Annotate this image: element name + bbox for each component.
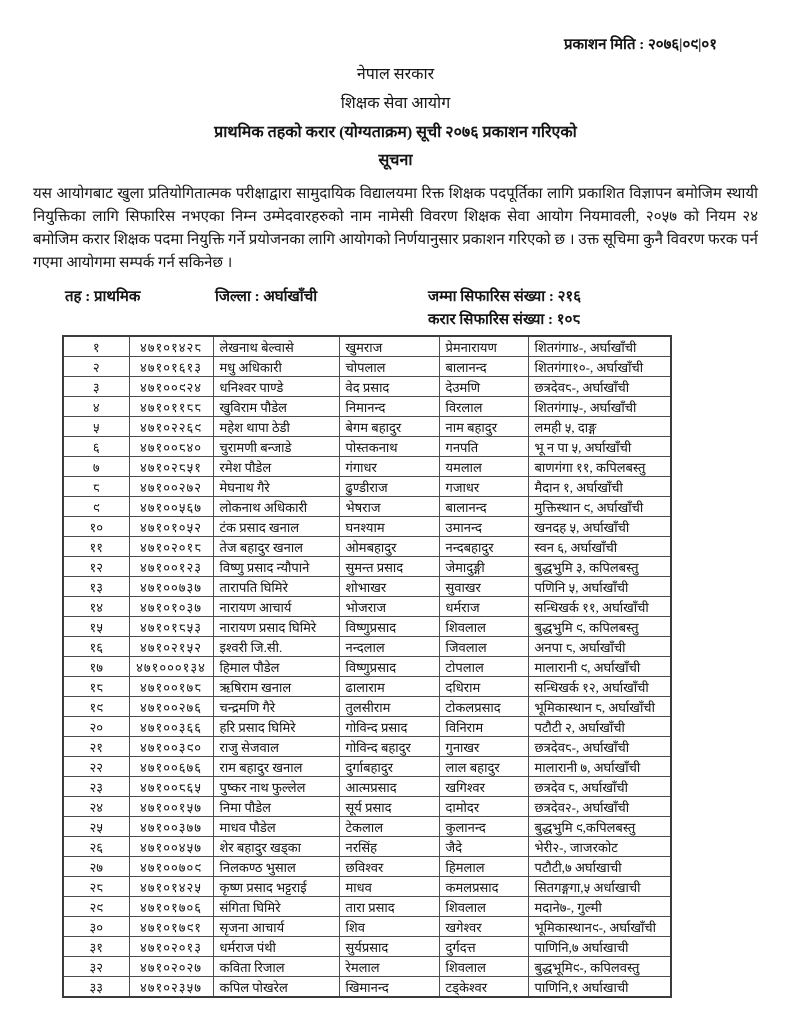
registration-number-cell: ४७१००१७८ — [129, 677, 213, 697]
registration-number-cell: ४७१०१४२८ — [129, 336, 213, 357]
father-name-cell: आत्मप्रसाद — [339, 777, 439, 797]
serial-cell: २६ — [63, 837, 129, 857]
address-cell: भू न पा ५, अर्घाखाँची — [528, 437, 671, 457]
notice-title: प्राथमिक तहको करार (योग्यताक्रम) सूची २०७६ प्रकाशन गरिएको — [214, 124, 577, 141]
grandfather-name-cell: दधिराम — [439, 677, 528, 697]
grandfather-name-cell: यमलाल — [439, 457, 528, 477]
father-name-cell: छविश्वर — [339, 857, 439, 877]
serial-cell: ४ — [63, 397, 129, 417]
grandfather-name-cell: धर्मराज — [439, 597, 528, 617]
registration-number-cell: ४७१००२७६ — [129, 697, 213, 717]
table-row — [63, 677, 671, 697]
table-row — [63, 777, 671, 797]
address-cell: मुक्तिस्थान ९, अर्घाखाँची — [528, 497, 671, 517]
registration-number-cell: ४७१०१७०६ — [129, 897, 213, 917]
serial-cell: ९ — [63, 497, 129, 517]
table-row — [63, 557, 671, 577]
father-name-cell: शिव — [339, 917, 439, 937]
serial-cell: ११ — [63, 537, 129, 557]
name-cell: मधु अधिकारी — [213, 357, 339, 377]
table-row — [63, 937, 671, 957]
address-cell: मालारानी ७, अर्घाखाँची — [528, 757, 671, 777]
address-cell: मैदान १, अर्घाखाँची — [528, 477, 671, 497]
name-cell: हरि प्रसाद घिमिरे — [213, 717, 339, 737]
table-row — [63, 517, 671, 537]
registration-number-cell: ४७१००३९० — [129, 737, 213, 757]
government-name: नेपाल सरकार — [356, 66, 435, 83]
registration-number-cell: ४७१०२१५२ — [129, 637, 213, 657]
serial-cell: १६ — [63, 637, 129, 657]
father-name-cell: खिमानन्द — [339, 977, 439, 998]
address-cell: पाणिनि,१ अर्घाखाची — [528, 977, 671, 998]
address-cell: सन्धिखर्क ११, अर्घाखाँची — [528, 597, 671, 617]
father-name-cell: तारा प्रसाद — [339, 897, 439, 917]
father-name-cell: रेमलाल — [339, 957, 439, 977]
grandfather-name-cell: शिवलाल — [439, 897, 528, 917]
table-row — [63, 657, 671, 677]
grandfather-name-cell: सुवाखर — [439, 577, 528, 597]
publish-date: प्रकाशन मिति : २०७६|०९|०१ — [563, 37, 717, 53]
name-cell: माधव पौडेल — [213, 817, 339, 837]
total-recommended-count: जम्मा सिफारिस संख्या : २१६ — [428, 289, 582, 305]
address-cell: अनपा ८, अर्घाखाँची — [528, 637, 671, 657]
serial-cell: ३१ — [63, 937, 129, 957]
address-cell: शितगंगा१०-, अर्घाखाँची — [528, 357, 671, 377]
table-row — [63, 917, 671, 937]
registration-number-cell: ४७१००४५७ — [129, 837, 213, 857]
serial-cell: २९ — [63, 897, 129, 917]
table-row — [63, 957, 671, 977]
name-cell: लेखनाथ बेल्वासे — [213, 336, 339, 357]
registration-number-cell: ४७१०२३५७ — [129, 977, 213, 998]
address-cell: पटौटी,७ अर्घाखाची — [528, 857, 671, 877]
candidate-roster-table — [62, 335, 672, 998]
registration-number-cell: ४७१०१०५२ — [129, 517, 213, 537]
serial-cell: ५ — [63, 417, 129, 437]
address-cell: शितगंगा४-, अर्घाखाँची — [528, 336, 671, 357]
father-name-cell: चोपलाल — [339, 357, 439, 377]
address-cell: शितगंगा५-, अर्घाखाँची — [528, 397, 671, 417]
grandfather-name-cell: गुनाखर — [439, 737, 528, 757]
grandfather-name-cell: खगेश्वर — [439, 917, 528, 937]
father-name-cell: निमानन्द — [339, 397, 439, 417]
contract-recommended-count: करार सिफारिस संख्या : १०८ — [428, 312, 581, 328]
grandfather-name-cell: टोकलप्रसाद — [439, 697, 528, 717]
name-cell: निलकण्ठ भुसाल — [213, 857, 339, 877]
name-cell: चन्द्रमणि गैरे — [213, 697, 339, 717]
table-row — [63, 857, 671, 877]
address-cell: भेरी२-, जाजरकोट — [528, 837, 671, 857]
name-cell: हिमाल पौडेल — [213, 657, 339, 677]
father-name-cell: ढालाराम — [339, 677, 439, 697]
father-name-cell: माधव — [339, 877, 439, 897]
registration-number-cell: ४७१००८४० — [129, 437, 213, 457]
name-cell: सृजना आचार्य — [213, 917, 339, 937]
grandfather-name-cell: प्रेमनारायण — [439, 336, 528, 357]
registration-number-cell: ४७१०२०१८ — [129, 537, 213, 557]
address-cell: पणिनि ५, अर्घाखाँची — [528, 577, 671, 597]
registration-number-cell: ४७१०२८५१ — [129, 457, 213, 477]
table-row — [63, 837, 671, 857]
address-cell: बुद्धभुमि ९, कपिलबस्तु — [528, 617, 671, 637]
serial-cell: १४ — [63, 597, 129, 617]
registration-number-cell: ४७१००३७७ — [129, 817, 213, 837]
grandfather-name-cell: नाम बहादुर — [439, 417, 528, 437]
address-cell: छत्रदेव८-, अर्घाखाँची — [528, 737, 671, 757]
father-name-cell: भोजराज — [339, 597, 439, 617]
address-cell: खनदह ५, अर्घाखाँची — [528, 517, 671, 537]
name-cell: टंक प्रसाद खनाल — [213, 517, 339, 537]
address-cell: मालारानी ९, अर्घाखाँची — [528, 657, 671, 677]
table-row — [63, 397, 671, 417]
registration-number-cell: ४७१०२०१३ — [129, 937, 213, 957]
level-label: तह : प्राथमिक — [65, 289, 141, 305]
name-cell: मेघनाथ गैरे — [213, 477, 339, 497]
table-row — [63, 897, 671, 917]
address-cell: भूमिकास्थान ८, अर्घाखाँची — [528, 697, 671, 717]
name-cell: लोकनाथ अधिकारी — [213, 497, 339, 517]
father-name-cell: सुमन्त प्रसाद — [339, 557, 439, 577]
serial-cell: २० — [63, 717, 129, 737]
table-row — [63, 437, 671, 457]
address-cell: भूमिकास्थान९-, अर्घाखाँची — [528, 917, 671, 937]
table-row — [63, 617, 671, 637]
name-cell: विष्णु प्रसाद न्यौपाने — [213, 557, 339, 577]
grandfather-name-cell: बालानन्द — [439, 357, 528, 377]
grandfather-name-cell: विनिराम — [439, 717, 528, 737]
registration-number-cell: ४७१०११८८ — [129, 397, 213, 417]
registration-number-cell: ४७१००८६५ — [129, 777, 213, 797]
registration-number-cell: ४७१०१४२५ — [129, 877, 213, 897]
grandfather-name-cell: शिवलाल — [439, 957, 528, 977]
name-cell: कृष्ण प्रसाद भट्टराई — [213, 877, 339, 897]
serial-cell: २४ — [63, 797, 129, 817]
address-cell: लमही ५, दाङ्ग — [528, 417, 671, 437]
serial-cell: २५ — [63, 817, 129, 837]
father-name-cell: तुलसीराम — [339, 697, 439, 717]
serial-cell: १२ — [63, 557, 129, 577]
serial-cell: १९ — [63, 697, 129, 717]
name-cell: राम बहादुर खनाल — [213, 757, 339, 777]
table-row — [63, 457, 671, 477]
table-row — [63, 697, 671, 717]
father-name-cell: पोस्तकनाथ — [339, 437, 439, 457]
notice-body-paragraph: यस आयोगबाट खुला प्रतियोगितात्मक परीक्षाद्वारा सामुदायिक विद्यालयमा रिक्त शिक्षक पदपूर्तिका लागि प्रकाशित विज्ञापन बमोजिम स्थायी नियुक्तिका लागि सिफारिस नभएका निम्न उम्मेदवारहरुको नाम नामेसी विवरण शिक्षक सेवा आयोग नियमावली, २०५७ को नियम २४ बमोजिम करार शिक्षक पदमा नियुक्ति गर्ने प्रयोजनका लागि आयोगको निर्णयानुसार प्रकाशन गरिएको छ । उक्त सूचिमा कुनै विवरण फरक पर्न गएमा आयोगमा सम्पर्क गर्न सकिनेछ । — [33, 186, 758, 271]
serial-cell: २२ — [63, 757, 129, 777]
address-cell: सितगङ्गगा,५ अर्धाखाची — [528, 877, 671, 897]
address-cell: छत्रदेव ८, अर्घाखाँची — [528, 777, 671, 797]
serial-cell: १७ — [63, 657, 129, 677]
serial-cell: २८ — [63, 877, 129, 897]
serial-cell: २ — [63, 357, 129, 377]
address-cell: स्वन ६, अर्घाखाँची — [528, 537, 671, 557]
serial-cell: १८ — [63, 677, 129, 697]
name-cell: तेज बहादुर खनाल — [213, 537, 339, 557]
father-name-cell: शोभाखर — [339, 577, 439, 597]
father-name-cell: ढुण्डीराज — [339, 477, 439, 497]
father-name-cell: नन्दलाल — [339, 637, 439, 657]
name-cell: रमेश पौडेल — [213, 457, 339, 477]
table-row — [63, 336, 671, 357]
notice-subtitle: सूचना — [378, 152, 413, 169]
table-row — [63, 737, 671, 757]
father-name-cell: नरसिंह — [339, 837, 439, 857]
grandfather-name-cell: विरलाल — [439, 397, 528, 417]
table-row — [63, 977, 671, 998]
registration-number-cell: ४७१००५६७ — [129, 497, 213, 517]
table-row — [63, 377, 671, 397]
registration-number-cell: ४७१००९२४ — [129, 377, 213, 397]
grandfather-name-cell: उमानन्द — [439, 517, 528, 537]
address-cell: बुद्धभुमि ३, कपिलबस्तु — [528, 557, 671, 577]
summary-meta-block — [0, 286, 791, 332]
father-name-cell: सुर्यप्रसाद — [339, 937, 439, 957]
grandfather-name-cell: जिवलाल — [439, 637, 528, 657]
name-cell: महेश थापा ठेडी — [213, 417, 339, 437]
grandfather-name-cell: शिवलाल — [439, 617, 528, 637]
address-cell: छत्रदेव८-, अर्घाखाँची — [528, 377, 671, 397]
name-cell: ऋषिराम खनाल — [213, 677, 339, 697]
table-row — [63, 577, 671, 597]
name-cell: संगिता घिमिरे — [213, 897, 339, 917]
registration-number-cell: ४७१००६७६ — [129, 757, 213, 777]
grandfather-name-cell: दुर्गदत्त — [439, 937, 528, 957]
serial-cell: १० — [63, 517, 129, 537]
father-name-cell: विष्णुप्रसाद — [339, 617, 439, 637]
registration-number-cell: ४७१०१६१३ — [129, 357, 213, 377]
address-cell: बाणगंगा ११, कपिलबस्तु — [528, 457, 671, 477]
table-row — [63, 817, 671, 837]
name-cell: शेर बहादुर खड्का — [213, 837, 339, 857]
address-cell: सन्धिखर्क १२, अर्घाखाँची — [528, 677, 671, 697]
registration-number-cell: ४७१००७०९ — [129, 857, 213, 877]
serial-cell: ३० — [63, 917, 129, 937]
name-cell: पुष्कर नाथ फुल्लेल — [213, 777, 339, 797]
serial-cell: ३ — [63, 377, 129, 397]
serial-cell: २१ — [63, 737, 129, 757]
address-cell: पटौटी २, अर्घाखाँची — [528, 717, 671, 737]
registration-number-cell: ४७१००२७२ — [129, 477, 213, 497]
table-row — [63, 877, 671, 897]
registration-number-cell: ४७१०२०२७ — [129, 957, 213, 977]
registration-number-cell: ४७१०१७९१ — [129, 917, 213, 937]
grandfather-name-cell: गनपति — [439, 437, 528, 457]
registration-number-cell: ४७१००१२३ — [129, 557, 213, 577]
commission-name: शिक्षक सेवा आयोग — [340, 95, 451, 112]
serial-cell: १ — [63, 336, 129, 357]
name-cell: निमा पौडेल — [213, 797, 339, 817]
address-cell: बुद्धभुमि ९,कपिलबस्तु — [528, 817, 671, 837]
table-row — [63, 537, 671, 557]
table-row — [63, 717, 671, 737]
grandfather-name-cell: टड्केश्वर — [439, 977, 528, 998]
grandfather-name-cell: कुलानन्द — [439, 817, 528, 837]
father-name-cell: खुमराज — [339, 336, 439, 357]
table-row — [63, 757, 671, 777]
father-name-cell: बेगम बहादुर — [339, 417, 439, 437]
name-cell: कपिल पोखरेल — [213, 977, 339, 998]
father-name-cell: गंगाधर — [339, 457, 439, 477]
grandfather-name-cell: नन्दबहादुर — [439, 537, 528, 557]
grandfather-name-cell: कमलप्रसाद — [439, 877, 528, 897]
serial-cell: २७ — [63, 857, 129, 877]
address-cell: मदाने७-, गुल्मी — [528, 897, 671, 917]
table-row — [63, 477, 671, 497]
name-cell: कविता रिजाल — [213, 957, 339, 977]
father-name-cell: गोविन्द बहादुर — [339, 737, 439, 757]
district-label: जिल्ला : अर्घाखाँची — [215, 289, 318, 305]
grandfather-name-cell: टोपलाल — [439, 657, 528, 677]
name-cell: इश्वरी जि.सी. — [213, 637, 339, 657]
father-name-cell: वेद प्रसाद — [339, 377, 439, 397]
father-name-cell: भेषराज — [339, 497, 439, 517]
serial-cell: ३२ — [63, 957, 129, 977]
serial-cell: १३ — [63, 577, 129, 597]
father-name-cell: गोविन्द प्रसाद — [339, 717, 439, 737]
registration-number-cell: ४७१०००१३४ — [129, 657, 213, 677]
father-name-cell: घनश्याम — [339, 517, 439, 537]
name-cell: धर्मराज पंथी — [213, 937, 339, 957]
serial-cell: ३३ — [63, 977, 129, 998]
address-cell: पाणिनि,७ अर्घाखाची — [528, 937, 671, 957]
grandfather-name-cell: खगिश्वर — [439, 777, 528, 797]
table-row — [63, 797, 671, 817]
grandfather-name-cell: लाल बहादुर — [439, 757, 528, 777]
grandfather-name-cell: गजाधर — [439, 477, 528, 497]
father-name-cell: दुर्गाबहादुर — [339, 757, 439, 777]
grandfather-name-cell: जेमादुङ्गी — [439, 557, 528, 577]
address-cell: छत्रदेव२-, अर्घाखाँची — [528, 797, 671, 817]
registration-number-cell: ४७१०२२६९ — [129, 417, 213, 437]
address-cell: बुद्धभूमि९-, कपिलवस्तु — [528, 957, 671, 977]
table-row — [63, 357, 671, 377]
grandfather-name-cell: हिमलाल — [439, 857, 528, 877]
name-cell: धनिश्वर पाण्डे — [213, 377, 339, 397]
registration-number-cell: ४७१००१५७ — [129, 797, 213, 817]
grandfather-name-cell: जैदे — [439, 837, 528, 857]
table-row — [63, 597, 671, 617]
name-cell: नारायण प्रसाद घिमिरे — [213, 617, 339, 637]
name-cell: नारायण आचार्य — [213, 597, 339, 617]
serial-cell: ८ — [63, 477, 129, 497]
name-cell: खुविराम पौडेल — [213, 397, 339, 417]
registration-number-cell: ४७१००७३७ — [129, 577, 213, 597]
name-cell: चुरामणी बन्जाडे — [213, 437, 339, 457]
name-cell: राजु सेजवाल — [213, 737, 339, 757]
grandfather-name-cell: बालानन्द — [439, 497, 528, 517]
grandfather-name-cell: देउमणि — [439, 377, 528, 397]
grandfather-name-cell: दामोदर — [439, 797, 528, 817]
serial-cell: ६ — [63, 437, 129, 457]
candidate-roster-body — [63, 336, 671, 997]
serial-cell: २३ — [63, 777, 129, 797]
table-row — [63, 637, 671, 657]
serial-cell: १५ — [63, 617, 129, 637]
father-name-cell: सूर्य प्रसाद — [339, 797, 439, 817]
serial-cell: ७ — [63, 457, 129, 477]
registration-number-cell: ४७१०१०३७ — [129, 597, 213, 617]
father-name-cell: विष्णुप्रसाद — [339, 657, 439, 677]
father-name-cell: टेकलाल — [339, 817, 439, 837]
registration-number-cell: ४७१००३६६ — [129, 717, 213, 737]
table-row — [63, 417, 671, 437]
table-row — [63, 497, 671, 517]
registration-number-cell: ४७१०१८५३ — [129, 617, 213, 637]
name-cell: तारापति घिमिरे — [213, 577, 339, 597]
father-name-cell: ओमबहादुर — [339, 537, 439, 557]
